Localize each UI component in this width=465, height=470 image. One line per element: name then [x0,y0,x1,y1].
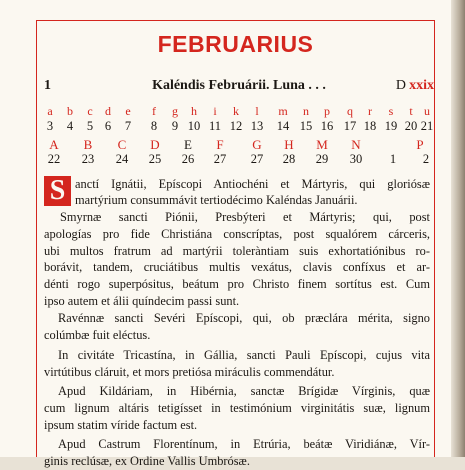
table-cell: 19 [384,119,398,133]
table-cell: 8 [150,119,158,133]
day-number: 1 [44,78,51,93]
epact-value: xxix [409,78,434,93]
table-cell: q [347,104,353,118]
martyrology-text [44,176,430,466]
table-cell: F [216,137,224,152]
lower-numbers-row [44,119,434,133]
book-spine-shadow [451,0,465,457]
lower-letters-row [44,104,434,118]
month-title: FEBRUARIUS [157,31,314,57]
table-cell: 18 [363,119,377,133]
table-cell: 2 [422,152,430,166]
table-cell: u [424,104,430,118]
table-cell: 28 [282,152,296,166]
table-cell: 6 [104,119,112,133]
table-cell: 26 [181,152,195,166]
table-cell: n [303,104,309,118]
table-cell: p [324,104,330,118]
table-cell: g [172,104,178,118]
table-cell: H [284,137,294,152]
table-cell: k [233,104,239,118]
drop-cap: S [44,176,71,206]
table-cell: e [125,104,131,118]
table-cell: l [255,104,259,118]
table-cell: f [152,104,156,118]
table-cell: 1 [389,152,397,166]
table-cell: 16 [320,119,334,133]
table-cell: 27 [213,152,227,166]
text-line: Apud Castrum Florentínum, in Etrúria, beátæ Viridiánæ, Vír- [58,437,430,451]
table-cell: 20 [404,119,418,133]
table-cell: 7 [124,119,132,133]
table-cell: 11 [208,119,222,133]
table-cell: A [49,137,59,152]
table-cell: m [278,104,288,118]
upper-numbers-row [44,152,434,166]
table-cell: 3 [46,119,54,133]
text-line: dénti rogo superpósitus, beátum pro Christo finem sortítus est. Cum [44,277,430,291]
table-cell: 23 [81,152,95,166]
text-line: In civitáte Tricastína, in Gállia, sancti Pauli Epíscopi, cujus vita [58,348,430,362]
table-cell: 21 [420,119,434,133]
table-cell: 27 [250,152,264,166]
table-cell: a [47,104,53,118]
text-line: virtútibus cláruit, et mors pretiósa miráculis commendátur. [44,365,335,379]
table-cell: D [150,137,160,152]
day-title: Kaléndis Februárii. Luna . . . [152,78,326,93]
table-cell: 10 [187,119,201,133]
table-cell: 5 [86,119,94,133]
text-line: ipso autem et álii quíndecim passi sunt. [44,294,240,308]
text-line: anctí Ignátii, Epíscopi Antiochéni et Mártyris, qui gloriósæ [75,177,430,191]
table-cell: E [184,137,192,152]
table-cell: 22 [47,152,61,166]
text-line: cum lignum altáris tetigísset in testimónium virginitátis suæ, lignum [44,401,430,415]
table-cell: N [351,137,361,152]
table-cell: 4 [66,119,74,133]
upper-letters-row [44,137,434,151]
text-line: apologías pro fide Christiána conscríptas, post squalórem cárceris, [44,227,430,241]
table-cell: P [416,137,424,152]
table-cell: 30 [349,152,363,166]
table-cell: 29 [315,152,329,166]
text-line: ipsum statim víride factum est. [44,418,198,432]
table-cell: 9 [171,119,179,133]
dominical-letter: D [395,78,406,93]
text-line: ubi multos fratrum ad martýrii toleràntiam suis exhortatiónibus ro- [44,244,430,258]
table-cell: h [191,104,197,118]
table-cell: 17 [343,119,357,133]
table-cell: r [368,104,372,118]
text-line: borávit, tandem, cruciátibus multis vexátus, clavis confíxus et ar- [44,260,430,274]
table-cell: s [388,104,394,118]
text-line: Smyrnæ sancti Piónii, Presbýteri et Mártyris; qui, post [60,210,430,224]
text-line: martýrium consummávit tertiodécimo Kaléndas Januárii. [75,193,358,207]
table-cell: 12 [229,119,243,133]
table-cell: M [316,137,328,152]
table-cell: C [117,137,127,152]
table-cell: 13 [250,119,264,133]
table-cell: d [105,104,111,118]
table-cell: i [213,104,217,118]
table-cell: 14 [276,119,290,133]
table-cell: 15 [299,119,313,133]
table-cell: G [252,137,262,152]
table-cell: c [87,104,93,118]
table-cell: 24 [115,152,129,166]
table-cell: b [67,104,73,118]
text-line: Ravénnæ sancti Sevéri Epíscopi, qui, ob præclára mérita, signo [58,311,430,325]
table-cell: B [83,137,93,152]
day-heading [44,78,434,96]
table-cell: 25 [148,152,162,166]
table-cell: t [409,104,413,118]
text-line: colúmbæ fuit eléctus. [44,328,151,342]
text-line: ginis reclúsæ, ex Ordine Vallis Umbrósæ. [44,454,250,468]
text-line: Apud Kildáriam, in Hibérnia, sanctæ Brígidæ Vírginis, quæ [58,384,430,398]
